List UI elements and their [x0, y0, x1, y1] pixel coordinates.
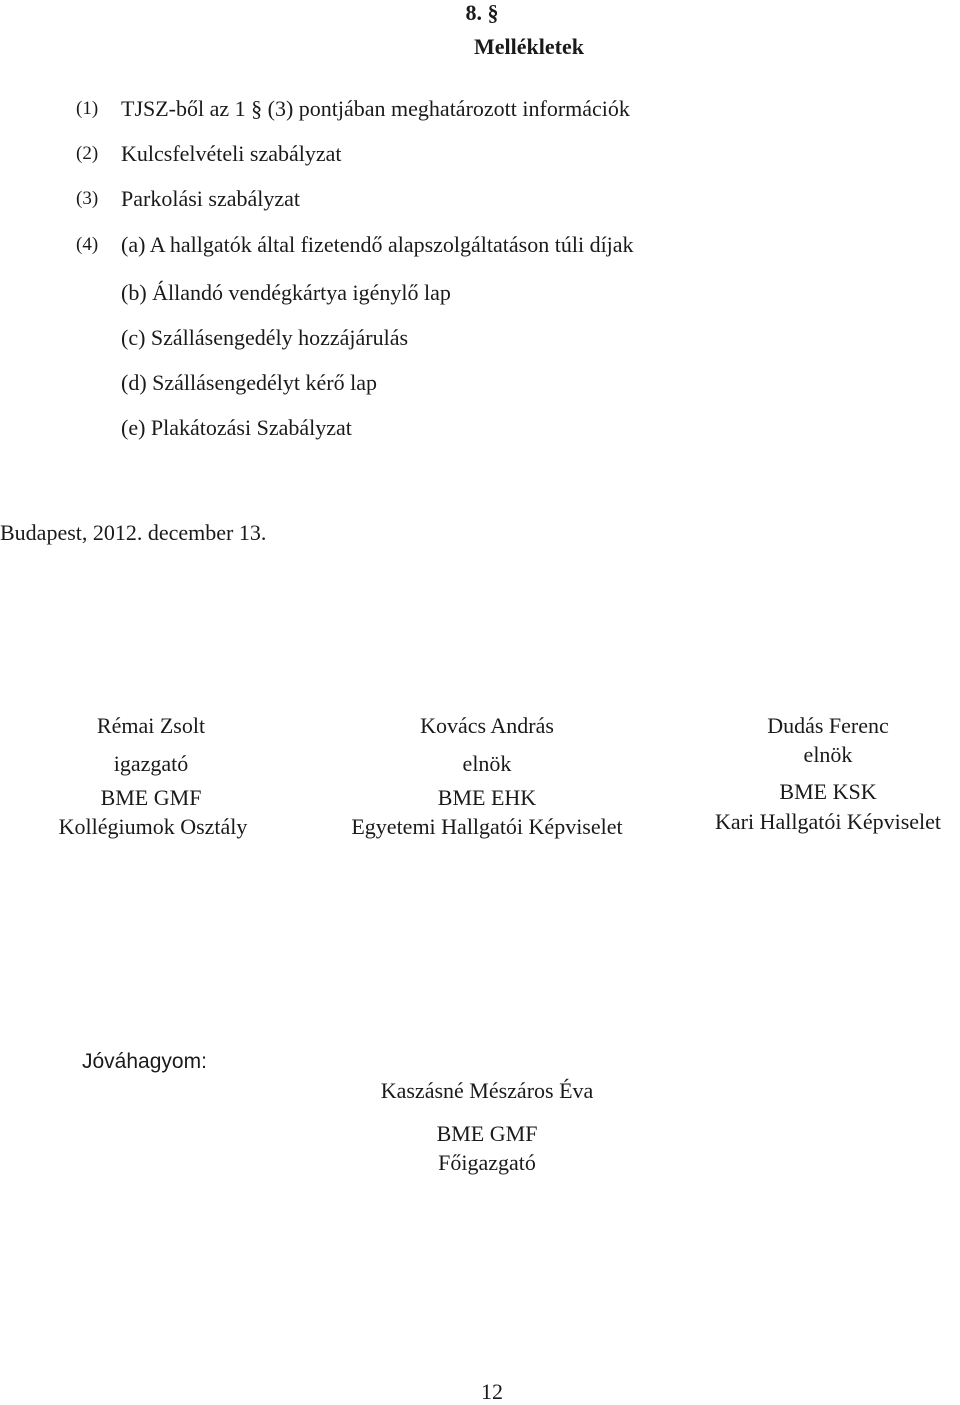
- approver-name: Kaszásné Mészáros Éva: [380, 1078, 594, 1103]
- annex-text: Parkolási szabályzat: [121, 186, 300, 211]
- signatory-org: BME KSK: [779, 779, 877, 804]
- annex-number: (4): [76, 234, 99, 255]
- section-number: 8. §: [465, 0, 499, 25]
- signatory-org: BME EHK: [437, 785, 537, 810]
- signatory-unit: Kollégiumok Osztály: [58, 814, 248, 839]
- signatory-unit: Egyetemi Hallgatói Képviselet: [351, 814, 623, 839]
- signatory-name: Kovács András: [420, 713, 554, 738]
- signatory-unit: Kari Hallgatói Képviselet: [714, 809, 942, 834]
- signatory-role: elnök: [462, 751, 512, 776]
- signatory-org: BME GMF: [100, 785, 202, 810]
- annex-number: (2): [76, 143, 99, 164]
- signatory-role: igazgató: [113, 751, 189, 776]
- section-title: Mellékletek: [474, 34, 584, 59]
- sub-annex-item: (d) Szállásengedélyt kérő lap: [121, 370, 377, 395]
- annex-text: TJSZ-ből az 1 § (3) pontjában meghatározott információk: [121, 96, 630, 121]
- signatory-name: Rémai Zsolt: [96, 713, 206, 738]
- sub-annex-item: (c) Szállásengedély hozzájárulás: [121, 325, 409, 350]
- annex-number: (1): [76, 98, 99, 119]
- page-number: 12: [481, 1379, 503, 1404]
- annex-text: Kulcsfelvételi szabályzat: [121, 141, 342, 166]
- annex-number: (3): [76, 188, 99, 209]
- approval-label: Jóváhagyom:: [82, 1050, 207, 1073]
- approver-org: BME GMF: [436, 1121, 538, 1146]
- signatory-name: Dudás Ferenc: [767, 713, 889, 738]
- signatory-role: elnök: [803, 742, 853, 767]
- annex-text: (a) A hallgatók által fizetendő alapszolgáltatáson túli díjak: [121, 232, 634, 257]
- approver-title: Főigazgató: [438, 1150, 536, 1175]
- sub-annex-item: (e) Plakátozási Szabályzat: [121, 415, 352, 440]
- place-date: Budapest, 2012. december 13.: [0, 520, 267, 545]
- sub-annex-item: (b) Állandó vendégkártya igénylő lap: [121, 280, 451, 305]
